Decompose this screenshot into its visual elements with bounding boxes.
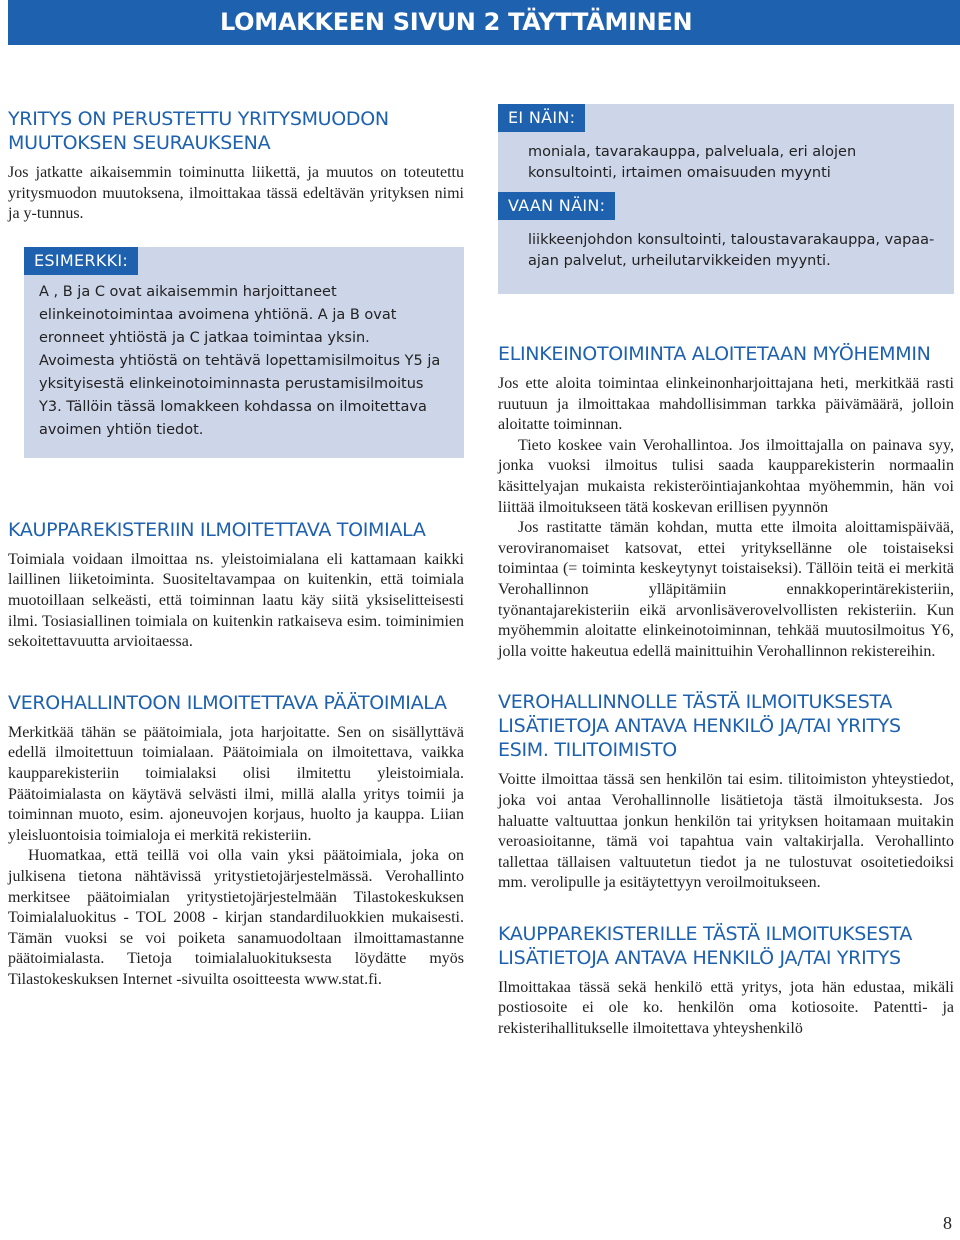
section-text-main-business-field-1: Merkitkää tähän se päätoimiala, jota harjoitatte. Sen on sisällyttävä edellä ilmoitettuun toimialaan. Päätoimiala on ilmoitettava, vaikka kaupparekisteriin toimialaksi olisi ilmitettu yleistoimiala. Päätoimialasta on käytävä selvästi ilmi, millä alalla yritys toimii ja toiminnan muoto, esim. ajoneuvojen korjaus, huolto ja kauppa. Liian yleisluontoisia toimialoja ei merkitä rekisteriin. — [8, 723, 464, 844]
section-text-business-starts-later-2: Tieto koskee vain Verohallintoa. Jos ilmoittajalla on painava syy, jonka vuoksi ilmoitus tulisi saada kaupparekisterin normaalin käsittelyajan mukaista rekisteröintiajankohtaa myöhemmin, hän voi liittää ilmoitukseen tätä koskevan erillisen pyynnön — [498, 436, 954, 516]
section-text-register-contact-person: Ilmoittakaa tässä sekä henkilö että yritys, jota hän edustaa, mikäli postiosoite ei ole ko. henkilön oma kotiosoite. Patentti- ja rekisterihallitukselle ilmoitettava yhteyshenkilö — [498, 978, 954, 1038]
section-heading-company-form-change: YRITYS ON PERUSTETTU YRITYSMUODON MUUTOKSEN SEURAUKSENA — [8, 108, 389, 154]
section-text-company-form-change: Jos jatkatte aikaisemmin toiminutta liikettä, ja muutos on toteutettu yritysmuodon muutoksena, ilmoittakaa tässä edeltävän yrityksen nimi ja y-tunnus. — [8, 164, 464, 223]
example-box — [24, 247, 464, 458]
section-heading-trade-register-field: KAUPPAREKISTERIIN ILMOITETTAVA TOIMIALA — [8, 518, 426, 541]
section-heading-tax-contact-person: VEROHALLINNOLLE TÄSTÄ ILMOITUKSESTA LISÄTIETOJA ANTAVA HENKILÖ JA/TAI YRITYS ESIM. TILITOIMISTO — [498, 691, 901, 762]
section-heading-main-business-field: VEROHALLINTOON ILMOITETTAVA PÄÄTOIMIALA — [8, 691, 447, 714]
example-label: ESIMERKKI: — [24, 247, 138, 275]
example-paragraph-1: A , B ja C ovat aikaisemmin harjoittaneet elinkeinotoimintaa avoimena yhtiönä. A ja B ovat eronneet yhtiöstä ja C jatkaa toimintaa yksin. — [39, 283, 397, 346]
section-text-main-business-field-2: Huomatkaa, että teillä voi olla vain yksi päätoimiala, joka on julkisena tietona nähtävissä yritystietojärjestelmässä. Verohallinto merkitsee päätoimialan yritystietojärjestelmään Tilastokeskuksen Toimialaluokitus - TOL 2008 - kirjan standardiluokkien mukaisesti. Tämän vuoksi se voi poiketa sanamuodoltaan ilmoittamastanne päätoimialasta. Tietoja toimialaluokituksesta löydätte myös Tilastokeskuksen Internet -sivuilta osoitteesta www.stat.fi. — [8, 847, 464, 988]
page-number: 8 — [943, 1213, 952, 1233]
page-banner-title: LOMAKKEEN SIVUN 2 TÄYTTÄMINEN — [8, 0, 960, 45]
right-column — [498, 104, 954, 1040]
like-this-label: VAAN NÄIN: — [498, 192, 615, 220]
example-paragraph-2: Avoimesta yhtiöstä on tehtävä lopettamisilmoitus Y5 ja yksityisestä elinkeinotoiminnasta perustamisilmoitus Y3. Tällöin tässä lomakkeen kohdassa on ilmoitettava avoimen yhtiön tiedot. — [39, 352, 441, 438]
like-this-text: liikkeenjohdon konsultointi, taloustavarakauppa, vapaa-ajan palvelut, urheilutarvikkeiden myynti. — [528, 232, 935, 269]
section-heading-business-starts-later: ELINKEINOTOIMINTA ALOITETAAN MYÖHEMMIN — [498, 343, 931, 365]
section-text-tax-contact-person: Voitte ilmoittaa tässä sen henkilön tai esim. tilitoimiston yhteystiedot, joka voi antaa Verohallinnolle lisätietoja tästä ilmoituksesta. Jos haluatte valtuuttaa jonkun henkilön tai yrityksen hoitamaan muitakin veroasioitanne, tämä voi tapahtua vain valtakirjalla. Verohallinto tallettaa tällaisen valtuutetun tiedot ja ne tulostuvat osoitetiedoiksi mm. verolipulle ja esitäytettyyn veroilmoitukseen. — [498, 771, 954, 892]
left-column — [8, 107, 464, 990]
section-text-business-starts-later-3: Jos rastitatte tämän kohdan, mutta ette ilmoita aloittamispäivää, veroviranomaiset katsovat, ettei yrityksellänne ole toistaiseksi toimintaa (= toiminta keskeytynyt toistaiseksi). Tällöin teitä ei merkitä Verohallinnon ylläpitämiin ennakkoperintärekisteriin, työnantajarekisteriin eikä arvonlisäverovelvollisten rekisteriin. Kun myöhemmin aloitatte elinkeinotoiminnan, tehkää muutosilmoitus Y6, jolla voitte hakeutua edellä mainittuihin Verohallinnon rekistereihin. — [498, 519, 954, 660]
not-like-this-label: EI NÄIN: — [498, 104, 585, 132]
section-text-business-starts-later-1: Jos ette aloita toimintaa elinkeinonharjoittajana heti, merkitkää rasti ruutuun ja ilmoittakaa mahdollisimman tarkka päivämäärä, jolloin aloitatte toiminnan. — [498, 375, 954, 434]
field-example-box — [498, 104, 954, 294]
section-text-trade-register-field: Toimiala voidaan ilmoittaa ns. yleistoimialana eli kattamaan kaikki laillinen liiketoiminta. Suositeltavampaa on kuitenkin, että toimiala muotoillaan selkeästi, että toiminnan laatu käy siitä yksiselitteisesti ilmi. Tosiasiallinen toimiala on kuitenkin ratkaiseva esim. toiminimien sekoitettavuutta arvioitaessa. — [8, 550, 464, 651]
section-heading-register-contact-person: KAUPPAREKISTERILLE TÄSTÄ ILMOITUKSESTA LISÄTIETOJA ANTAVA HENKILÖ JA/TAI YRITYS — [498, 922, 913, 969]
not-like-this-text: moniala, tavarakauppa, palveluala, eri alojen konsultointi, irtaimen omaisuuden myynti — [528, 144, 857, 181]
